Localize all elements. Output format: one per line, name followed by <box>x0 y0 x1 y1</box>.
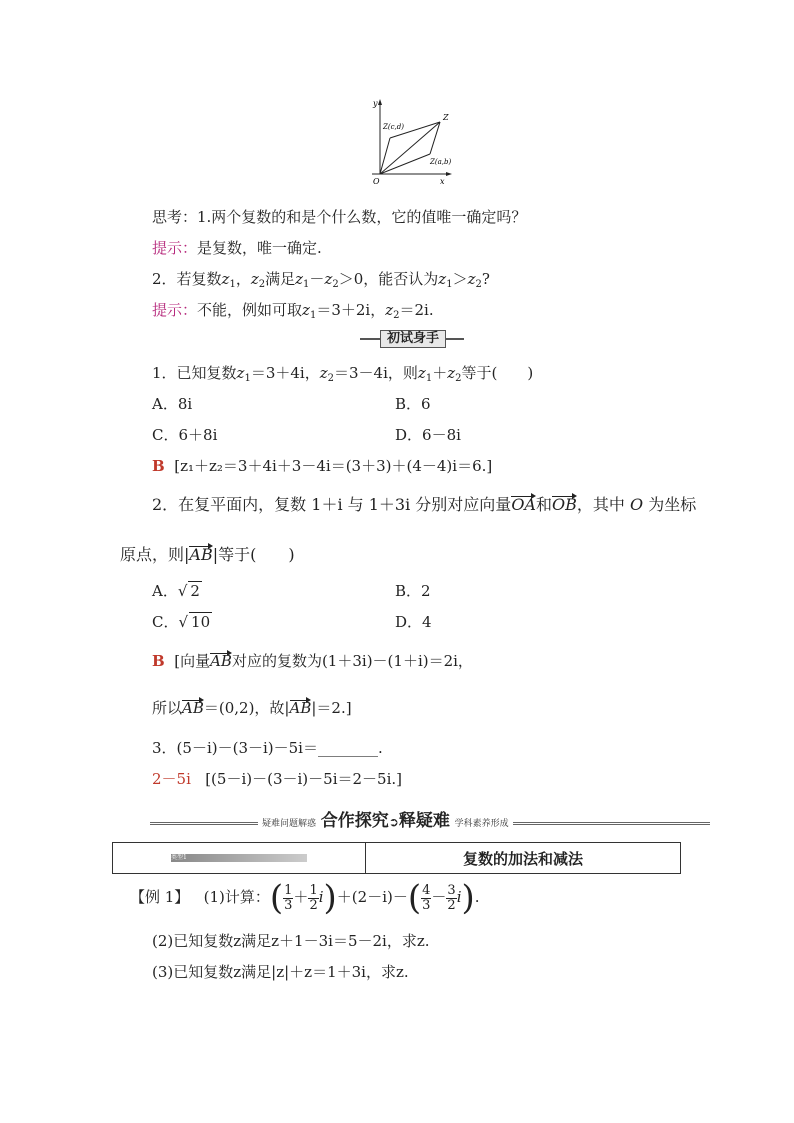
p2-option-a: A．√ 2 <box>152 582 200 600</box>
section-right-small: 学科素养形成 <box>454 819 509 829</box>
problem-1-stem: 1．已知复数$z_1=3+4i$，$z_2=3-4i$，则$z_1+z_2$等于( ) <box>152 364 534 384</box>
think-question-1: 思考：1.两个复数的和是个什么数，它的值唯一确定吗？ <box>152 208 527 226</box>
section-title-2: 释疑难 <box>398 811 450 831</box>
type-label: 类型1 <box>171 854 307 862</box>
z1-label: Z(a,b) <box>430 158 452 166</box>
example-part-1: 【例 1】 (1)计算：( $\frac{1}{3}$ ＋ $\frac{1}{2}$ i)＋(2－i)－( $\frac{4}{3}$ － $\frac{3}{2}$ i). <box>130 878 480 918</box>
p1-option-b: B．6 <box>395 395 431 413</box>
p3-solution: 2－5i [(5－i)－(3－i)－5i＝2－5i.] <box>152 770 402 788</box>
problem-2-stem-line1: 2．在复平面内，复数 1＋i 与 1＋3i 分别对应向量OA和OB，其中 O 为坐标 <box>152 495 697 514</box>
type-table <box>112 842 681 874</box>
banner-label: 初试身手 <box>380 330 446 348</box>
p2-option-d: D．4 <box>395 613 432 631</box>
p2-answer: B <box>152 652 165 670</box>
y-axis-label: y <box>373 99 378 108</box>
problem-3-stem: 3．(5－i)－(3－i)－5i＝________. <box>152 739 383 757</box>
example-label: 【例 1】 <box>130 888 190 906</box>
p2-solution-line2: 所以AB＝(0,2)，故|AB|＝2.] <box>152 699 352 717</box>
section-title-1: 合作探究 <box>320 811 389 831</box>
p3-answer: 2－5i <box>152 770 191 788</box>
z2-label: Z(c,d) <box>383 123 404 131</box>
p1-option-c: C．6＋8i <box>152 426 218 444</box>
section-header <box>150 806 710 831</box>
hint-label: 提示： <box>152 239 198 257</box>
p1-option-a: A．8i <box>152 395 193 413</box>
problem-2-stem-line2: 原点，则|AB|等于( ) <box>120 545 295 564</box>
think-question-2: 2．若复数$z_1$，$z_2$满足$z_1-z_2>0$，能否认为$z_1>z_2$? <box>152 270 490 290</box>
p2-option-c: C．√ 10 <box>152 613 211 631</box>
section-banner <box>360 330 464 348</box>
origin-label: O <box>373 177 380 186</box>
p2-option-b: B．2 <box>395 582 431 600</box>
p2-solution-line1: B [向量AB对应的复数为(1＋3i)－(1＋i)＝2i， <box>152 652 473 670</box>
section-arrow-icon: ➲ <box>388 815 399 829</box>
p1-option-d: D．6－8i <box>395 426 461 444</box>
section-left-small: 疑难问题解惑 <box>262 819 317 829</box>
hint-1 <box>152 237 322 258</box>
parallelogram-figure <box>368 96 468 188</box>
hint-1-text: 是复数，唯一确定. <box>197 239 322 257</box>
example-part-2: (2)已知复数z满足z＋1－3i＝5－2i，求z. <box>152 932 430 950</box>
example-part-3: (3)已知复数z满足|z|＋z＝1＋3i，求z. <box>152 963 409 981</box>
hint-2: 提示：不能，例如可取$z_1=3+2i$，$z_2=2i$. <box>152 301 434 321</box>
p1-solution: B [z₁＋z₂＝3＋4i＋3－4i＝(3＋3)＋(4－4)i＝6.] <box>152 457 493 475</box>
z-label: Z <box>443 113 449 122</box>
p1-answer: B <box>152 457 165 475</box>
x-axis-label: x <box>440 177 445 186</box>
type-title: 复数的加法和减法 <box>366 843 681 874</box>
